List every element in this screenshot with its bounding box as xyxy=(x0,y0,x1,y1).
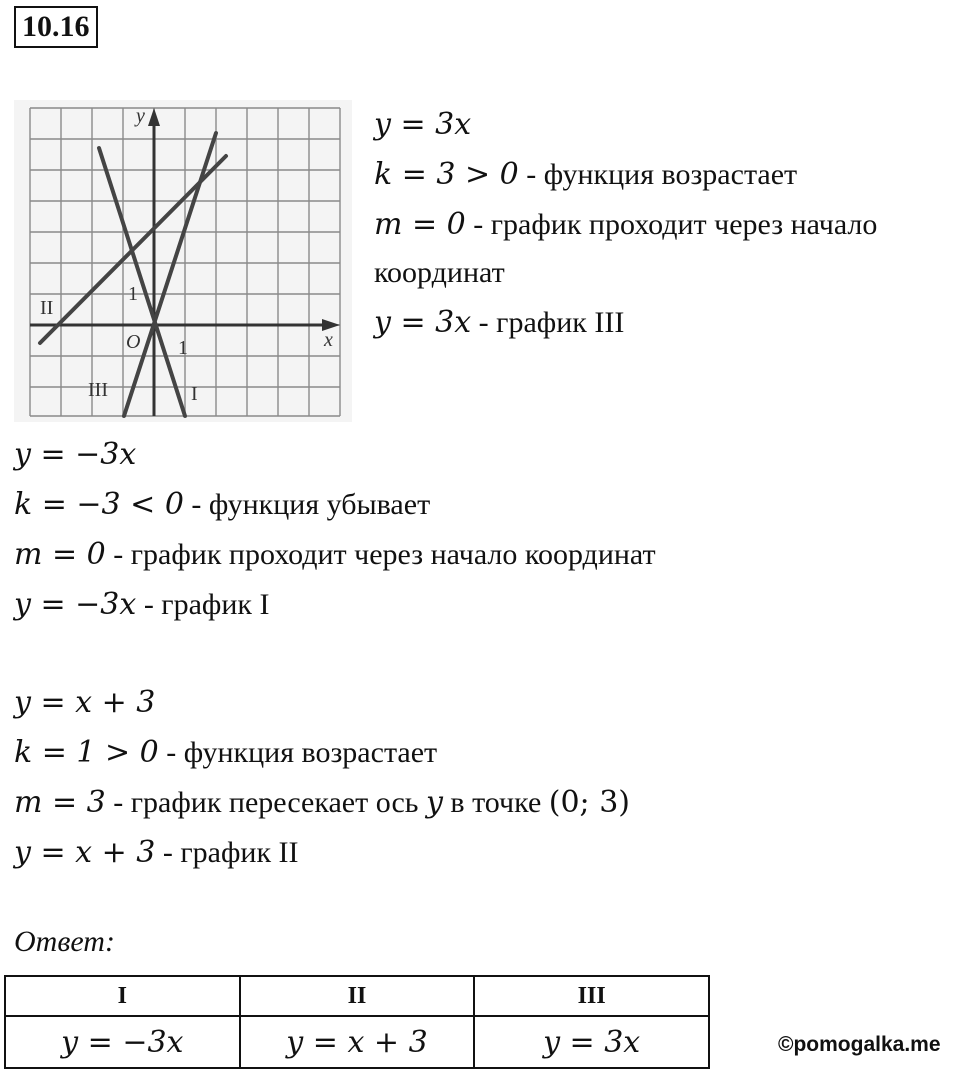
line-label-ii: II xyxy=(40,297,54,319)
answer-header-i: I xyxy=(5,976,240,1016)
answer-table xyxy=(4,975,710,1069)
line-label-i: I xyxy=(191,383,198,405)
block3-equation: y = x + 3 xyxy=(14,685,156,720)
answer-value-ii: y = x + 3 xyxy=(240,1016,475,1068)
function-graph xyxy=(14,100,352,422)
block3-result: y = x + 3 - график II xyxy=(14,835,299,870)
block2-m-line: m = 0 - график проходит через начало координат xyxy=(14,537,656,572)
answer-value-i: y = −3x xyxy=(5,1016,240,1068)
block2-equation: y = −3x xyxy=(14,437,137,472)
block3-k-line: k = 1 > 0 - функция возрастает xyxy=(14,735,438,770)
block3-m-line: m = 3 - график пересекает ось y в точке (0; 3) xyxy=(14,785,630,820)
block1-equation: y = 3x xyxy=(374,107,472,142)
block1-m-line: m = 0 - график проходит через начало xyxy=(374,207,878,242)
block1-m-line-cont: координат xyxy=(374,256,505,289)
answer-header-ii: II xyxy=(240,976,475,1016)
x-tick-label: 1 xyxy=(178,337,188,359)
watermark: ©pomogalka.me xyxy=(778,1033,941,1056)
block2-result: y = −3x - график I xyxy=(14,587,270,622)
block2-k-line: k = −3 < 0 - функция убывает xyxy=(14,487,431,522)
answer-label: Ответ: xyxy=(14,925,115,958)
origin-label: O xyxy=(126,331,141,353)
y-axis-label: y xyxy=(136,105,145,127)
problem-number: 10.16 xyxy=(14,6,98,48)
line-label-iii: III xyxy=(88,379,108,401)
block1-result: y = 3x - график III xyxy=(374,305,625,340)
answer-value-iii: y = 3x xyxy=(474,1016,709,1068)
y-tick-label: 1 xyxy=(128,283,138,305)
x-axis-label: x xyxy=(324,329,333,351)
block1-k-line: k = 3 > 0 - функция возрастает xyxy=(374,157,798,192)
answer-header-iii: III xyxy=(474,976,709,1016)
